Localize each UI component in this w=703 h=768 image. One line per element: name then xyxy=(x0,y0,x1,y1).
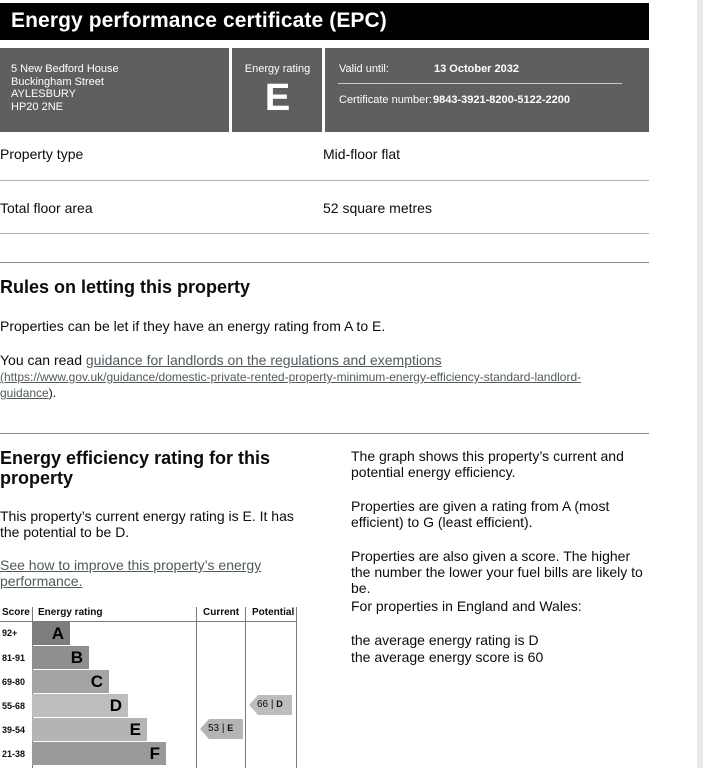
band-score: 21-38 xyxy=(2,749,26,759)
band-letter: C xyxy=(90,672,103,691)
average-rating: the average energy rating is D xyxy=(351,632,539,648)
floor-area-label: Total floor area xyxy=(0,200,93,216)
band-bar-c xyxy=(32,670,109,693)
potential-score: 66 xyxy=(257,699,269,710)
address-line: 5 New Bedford House xyxy=(11,63,119,75)
guidance-url-end xyxy=(0,385,56,401)
current-rating-text-line-1: This property’s current energy rating is E. It has xyxy=(0,508,294,524)
band-bar-f xyxy=(32,742,166,765)
guidance-link[interactable]: guidance for landlords on the regulations and exemptions xyxy=(85,352,442,368)
divider xyxy=(322,48,325,132)
rating-explanation: Properties are given a rating from A (most efficient) to G (least efficient). xyxy=(351,498,610,530)
property-type-label: Property type xyxy=(0,146,84,162)
efficiency-heading-line-1: Energy efficiency rating for this xyxy=(0,448,271,468)
url-close: ). xyxy=(48,386,57,400)
property-type-value: Mid-floor flat xyxy=(323,146,401,162)
current-letter: E xyxy=(227,723,234,733)
divider xyxy=(0,180,649,181)
band-bar-d xyxy=(32,694,128,717)
guidance-url[interactable]: (https://www.gov.uk/guidance/domestic-private-rented-property-minimum-energy-efficiency-standard-landlord- xyxy=(0,370,582,384)
guidance-prefix: You can read xyxy=(0,352,86,368)
grid-line xyxy=(196,607,197,768)
separator: | xyxy=(219,723,228,734)
grid-line xyxy=(296,607,297,768)
band-score: 92+ xyxy=(2,628,18,638)
potential-letter: D xyxy=(276,699,283,709)
band-letter: A xyxy=(51,624,64,643)
potential-column-header: Potential xyxy=(252,607,295,618)
address-line: HP20 2NE xyxy=(11,100,63,113)
energy-rating-value: E xyxy=(264,77,291,119)
band-letter: F xyxy=(149,744,160,763)
band-letter: D xyxy=(109,696,122,715)
energy-rating-label: Energy rating xyxy=(244,63,311,75)
valid-until-value: 13 October 2032 xyxy=(434,63,519,75)
band-score: 69-80 xyxy=(2,677,26,687)
region-note: For properties in England and Wales: xyxy=(351,598,582,614)
band-score: 55-68 xyxy=(2,701,26,711)
rating-column-header: Energy rating xyxy=(38,607,103,618)
title-bar xyxy=(0,3,649,40)
scrollbar[interactable] xyxy=(697,0,703,768)
graph-explanation: The graph shows this property’s current and potential energy efficiency. xyxy=(351,448,624,480)
current-rating-text-line-2: the potential to be D. xyxy=(0,524,130,540)
section-divider xyxy=(0,262,649,263)
floor-area-value: 52 square metres xyxy=(323,200,432,216)
marker-label xyxy=(257,699,283,710)
page-title: Energy performance certificate (EPC) xyxy=(11,9,387,32)
address-line: Buckingham Street xyxy=(11,75,104,88)
epc-summary-panel xyxy=(0,48,649,132)
band-bar-e xyxy=(32,718,147,741)
average-score: the average energy score is 60 xyxy=(351,649,544,665)
energy-rating-graph xyxy=(0,607,297,768)
improve-link-line-1[interactable]: See how to improve this property’s energy xyxy=(0,557,262,573)
band-letter: E xyxy=(129,720,141,739)
band-score: 39-54 xyxy=(2,725,26,735)
divider xyxy=(338,83,622,84)
letting-heading: Rules on letting this property xyxy=(0,277,251,297)
current-column-header: Current xyxy=(203,607,240,618)
grid-line xyxy=(245,607,246,768)
divider xyxy=(0,233,649,234)
current-rating-marker xyxy=(200,719,243,739)
current-score: 53 xyxy=(208,723,220,734)
improve-link-line-2[interactable]: performance. xyxy=(0,573,83,589)
section-divider xyxy=(0,433,649,434)
guidance-url-tail[interactable]: guidance xyxy=(0,386,49,400)
address-line: AYLESBURY xyxy=(11,88,77,100)
certificate-number-label: Certificate number: xyxy=(339,94,432,106)
letting-text: Properties can be let if they have an energy rating from A to E. xyxy=(0,318,386,334)
marker-label xyxy=(208,723,233,734)
potential-rating-marker xyxy=(249,695,292,715)
band-bar-a xyxy=(32,622,70,645)
score-explanation: Properties are also given a score. The higher the number the lower your fuel bills are likely to be. xyxy=(351,548,643,596)
property-address xyxy=(11,63,119,113)
band-score: 81-91 xyxy=(2,653,26,663)
separator: | xyxy=(268,699,277,710)
band-bar-b xyxy=(32,646,89,669)
score-column-header: Score xyxy=(2,607,30,618)
guidance-paragraph xyxy=(0,352,442,368)
valid-until-label: Valid until: xyxy=(339,63,389,75)
band-letter: B xyxy=(70,648,83,667)
efficiency-heading-line-2: property xyxy=(0,468,74,488)
certificate-number-value: 9843-3921-8200-5122-2200 xyxy=(433,94,571,106)
